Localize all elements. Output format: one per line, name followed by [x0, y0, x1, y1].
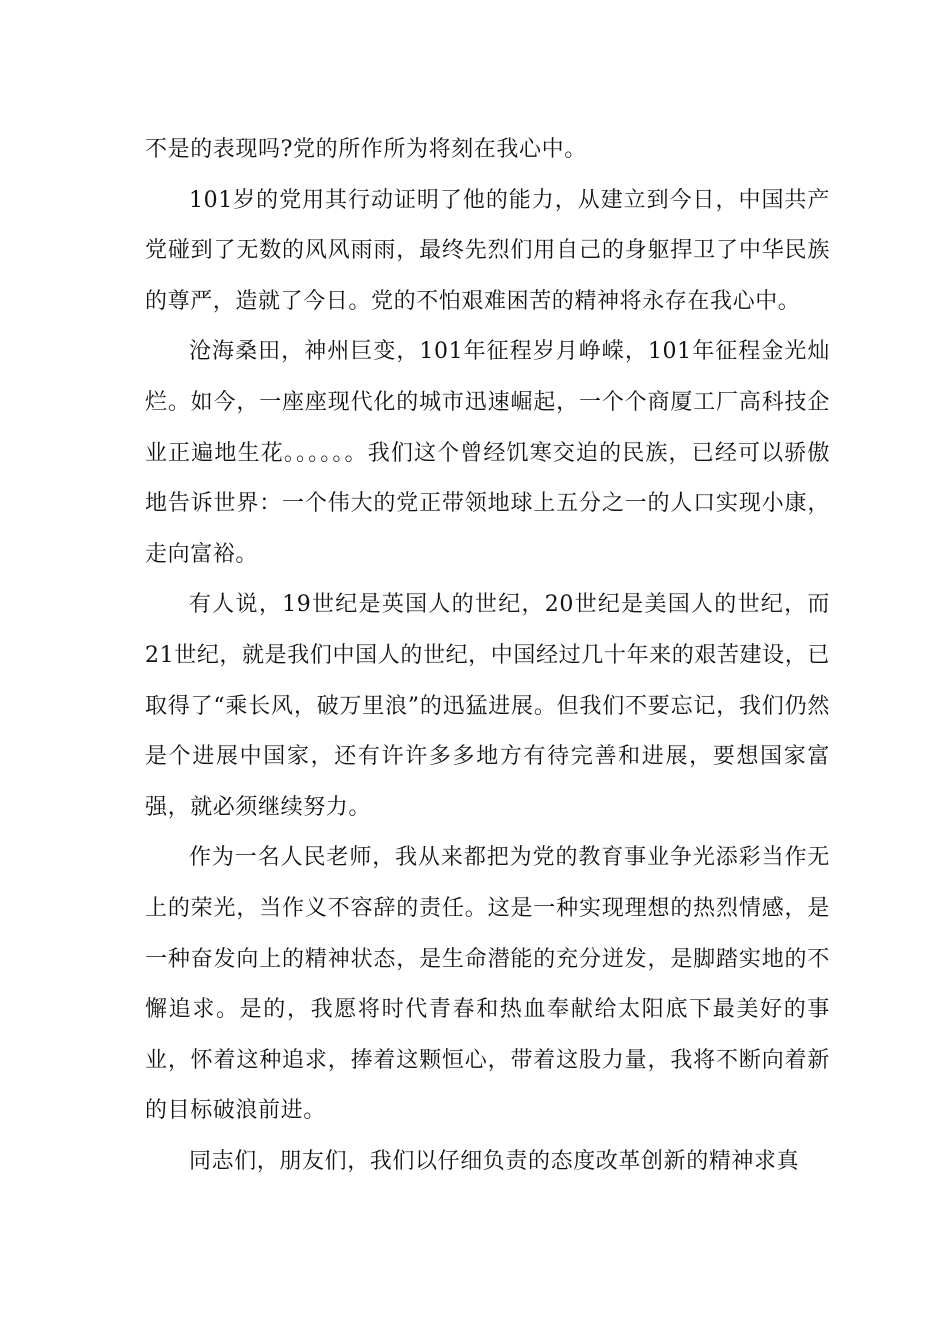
paragraph-teacher-duty: 作为一名人民老师，我从来都把为党的教育事业争光添彩当作无上的荣光，当作义不容辞的责任。这是一种实现理想的热烈情感，是一种奋发向上的精神状态，是生命潜能的充分迸发，是脚踏实地的不懈追求。是的，我愿将时代青春和热血奉献给太阳底下最美好的事业，怀着这种追求，捧着这颗恒心，带着这股力量，我将不断向着新的目标破浪前进。 [145, 845, 830, 1124]
paragraph-continuation: 不是的表现吗?党的所作所为将刻在我心中。 [145, 137, 587, 162]
paragraph-party-101-years: 101岁的党用其行动证明了他的能力，从建立到今日，中国共产党碰到了无数的风风雨雨，最终先烈们用自己的身躯捍卫了中华民族的尊严，造就了今日。党的不怕艰难困苦的精神将永存在我心中。 [145, 187, 830, 314]
paragraph-great-changes: 沧海桑田，神州巨变，101年征程岁月峥嵘，101年征程金光灿烂。如今，一座座现代化的城市迅速崛起，一个个商厦工厂高科技企业正遍地生花。。。。。。我们这个曾经饥寒交迫的民族，已经可以骄傲地告诉世界：一个伟大的党正带领地球上五分之一的人口实现小康，走向富裕。 [145, 339, 830, 567]
document-body [145, 125, 830, 1187]
paragraph-chinese-century: 有人说，19世纪是英国人的世纪，20世纪是美国人的世纪，而21世纪，就是我们中国人的世纪，中国经过几十年来的艰苦建设，已取得了“乘长风，破万里浪”的迅猛进展。但我们不要忘记，我们仍然是个进展中国家，还有许许多多地方有待完善和进展，要想国家富强，就必须继续努力。 [145, 592, 830, 820]
paragraph-comrades-friends: 同志们，朋友们，我们以仔细负责的态度改革创新的精神求真 [189, 1148, 800, 1174]
